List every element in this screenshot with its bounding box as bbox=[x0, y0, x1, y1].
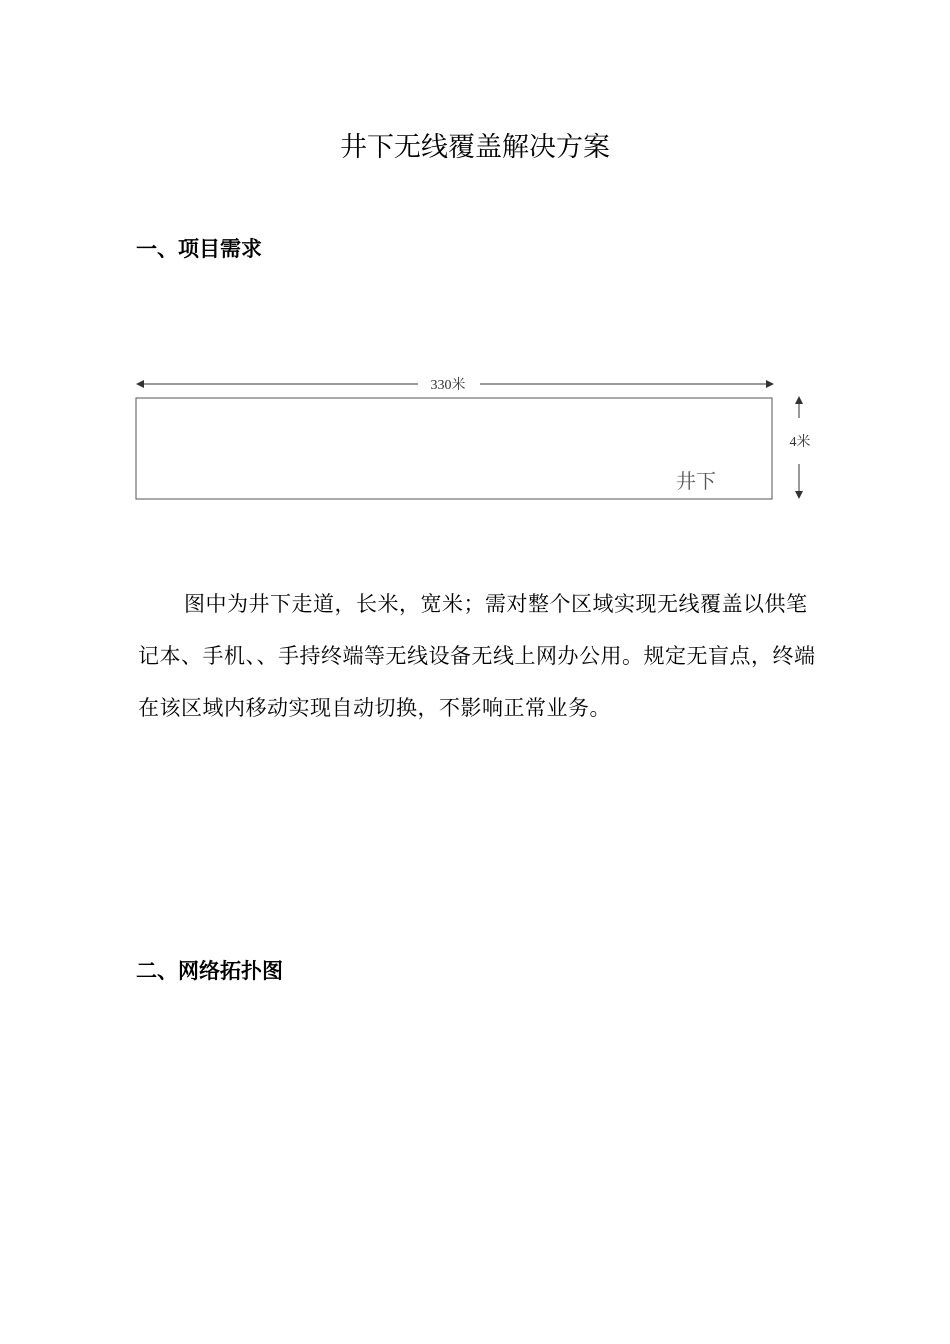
tunnel-diagram-svg bbox=[130, 368, 830, 508]
area-label: 井下 bbox=[676, 469, 716, 493]
section-heading-topology: 二、网络拓扑图 bbox=[136, 958, 283, 983]
page-title: 井下无线覆盖解决方案 bbox=[340, 132, 610, 163]
width-label: 4米 bbox=[789, 435, 811, 450]
tunnel-diagram bbox=[130, 368, 830, 508]
length-label: 330米 bbox=[430, 378, 466, 393]
requirements-paragraph: 图中为井下走道，长米，宽米；需对整个区域实现无线覆盖以供笔记本、手机、、手持终端等无线设备无线上网办公用。规定无盲点，终端在该区域内移动实现自动切换，不影响正常业务。 bbox=[138, 592, 816, 720]
section-heading-requirements: 一、项目需求 bbox=[136, 236, 262, 261]
